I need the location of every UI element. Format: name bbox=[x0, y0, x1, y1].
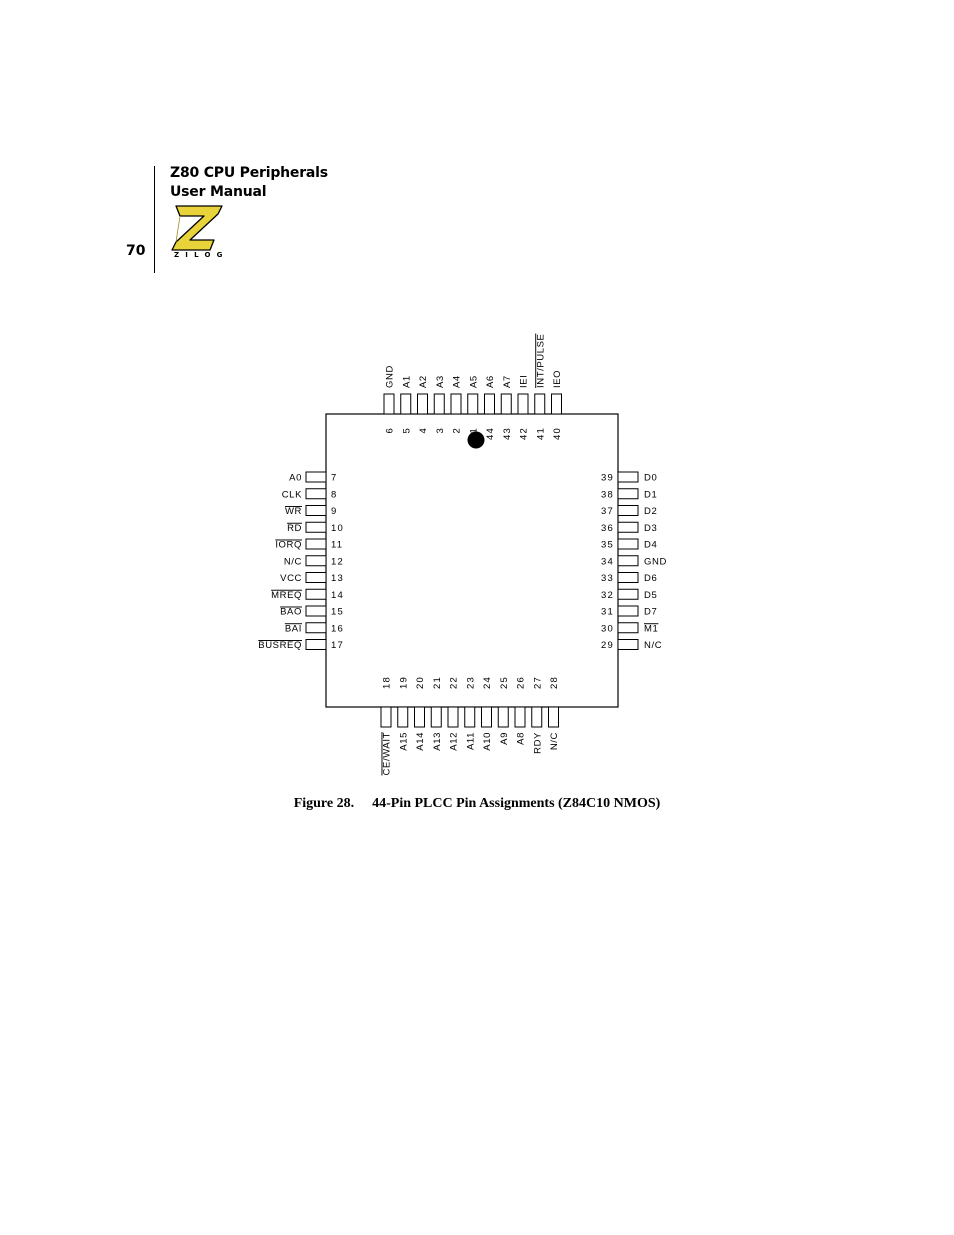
pin-label: CLK bbox=[281, 489, 302, 501]
pin-right-32 bbox=[601, 589, 657, 601]
pin-top-44 bbox=[485, 375, 497, 440]
pin-label: A12 bbox=[448, 732, 460, 751]
pin-number: 6 bbox=[384, 427, 396, 434]
pin-left-12 bbox=[284, 556, 344, 568]
pin-lead bbox=[618, 606, 638, 616]
pin-lead bbox=[482, 707, 492, 727]
pin-bottom-25 bbox=[498, 676, 510, 745]
pin-lead bbox=[618, 506, 638, 516]
logo-wordmark: ZILOG bbox=[174, 251, 229, 259]
pin-label: N/C bbox=[283, 556, 302, 568]
pin-lead bbox=[401, 394, 411, 414]
pin-number: 13 bbox=[331, 573, 344, 584]
pin-lead bbox=[549, 707, 559, 727]
pin-left-7 bbox=[289, 472, 337, 484]
pin-right-34 bbox=[601, 556, 667, 568]
pin-lead bbox=[618, 623, 638, 633]
pin-lead bbox=[618, 556, 638, 566]
pin-number: 24 bbox=[482, 676, 493, 689]
pin-number: 44 bbox=[485, 427, 496, 440]
pin-label: RDY bbox=[532, 732, 544, 754]
figure-title: 44-Pin PLCC Pin Assignments (Z84C10 NMOS) bbox=[372, 796, 661, 811]
pin-number: 2 bbox=[451, 427, 463, 434]
pin-label: A3 bbox=[434, 375, 446, 388]
pin-label: D6 bbox=[644, 573, 658, 584]
pin-label: INT/PULSE bbox=[535, 333, 547, 388]
pin-top-2 bbox=[451, 375, 463, 433]
pin-number: 25 bbox=[498, 676, 510, 689]
pin-number: 29 bbox=[601, 640, 614, 651]
pin-right-33 bbox=[601, 573, 657, 585]
pin-left-15 bbox=[280, 606, 344, 618]
pin-lead bbox=[398, 707, 408, 727]
pin-number: 40 bbox=[552, 427, 563, 440]
pin-lead bbox=[306, 640, 326, 650]
pin-label: M1 bbox=[644, 623, 659, 635]
pin-label: N/C bbox=[549, 732, 560, 751]
pin-lead bbox=[618, 522, 638, 532]
pin-top-4 bbox=[418, 375, 430, 433]
pin-right-30 bbox=[601, 623, 658, 635]
pin-lead bbox=[306, 539, 326, 549]
pin-label: A10 bbox=[482, 732, 493, 751]
pin-top-40 bbox=[552, 370, 564, 440]
pin-left-11 bbox=[275, 539, 343, 551]
pin-number: 37 bbox=[601, 506, 614, 517]
pin-number: 11 bbox=[331, 539, 344, 551]
pin-lead bbox=[306, 556, 326, 566]
pin-label: A8 bbox=[515, 732, 527, 745]
header-title-line2: User Manual bbox=[170, 184, 267, 200]
pin-right-39 bbox=[601, 472, 657, 484]
pin-number: 19 bbox=[398, 676, 410, 689]
pin-left-10 bbox=[287, 522, 344, 534]
pin-label: D0 bbox=[644, 472, 658, 484]
header-title-line1: Z80 CPU Peripherals bbox=[170, 165, 328, 181]
pin-label: D7 bbox=[644, 606, 658, 618]
pin-number: 42 bbox=[518, 427, 530, 440]
pin-lead bbox=[451, 394, 461, 414]
pin-label: A7 bbox=[501, 375, 513, 388]
pin-lead bbox=[552, 394, 562, 414]
pin-lead bbox=[418, 394, 428, 414]
pin-label: A13 bbox=[431, 732, 443, 751]
pin-lead bbox=[306, 623, 326, 633]
pin-left-16 bbox=[285, 623, 344, 635]
pin-number: 23 bbox=[465, 676, 477, 689]
pin-number: 14 bbox=[331, 589, 344, 601]
pin-bottom-22 bbox=[448, 676, 460, 751]
pin-left-13 bbox=[280, 573, 344, 585]
pin-label: N/C bbox=[644, 640, 663, 651]
pin-label: IEI bbox=[518, 374, 530, 388]
pin-number: 15 bbox=[331, 606, 344, 618]
pin-label: BUSREQ bbox=[258, 640, 302, 651]
chip-body bbox=[326, 414, 618, 707]
pin-lead bbox=[518, 394, 528, 414]
pin-label: IORQ bbox=[275, 539, 302, 551]
pin-lead bbox=[306, 606, 326, 616]
pin-label: A4 bbox=[451, 375, 463, 388]
pin-right-35 bbox=[601, 539, 657, 551]
pin-left-14 bbox=[271, 589, 344, 601]
pin-lead bbox=[618, 589, 638, 599]
pin-lead bbox=[532, 707, 542, 727]
pin-label: D4 bbox=[644, 539, 658, 551]
pin-number: 38 bbox=[601, 489, 614, 501]
pin-number: 26 bbox=[515, 676, 527, 689]
pin-lead bbox=[498, 707, 508, 727]
pin-number: 33 bbox=[601, 573, 614, 584]
pin-lead bbox=[306, 472, 326, 482]
pin-number: 8 bbox=[331, 489, 338, 501]
pin-label: D2 bbox=[644, 506, 658, 517]
pin-top-5 bbox=[401, 375, 413, 433]
pin-bottom-21 bbox=[431, 676, 443, 751]
pin-number: 3 bbox=[434, 427, 446, 434]
pin-label: RD bbox=[287, 522, 302, 534]
pin-number: 5 bbox=[401, 427, 413, 434]
pin-lead bbox=[618, 489, 638, 499]
pin-number: 1 bbox=[468, 427, 480, 434]
pin-label: A2 bbox=[418, 375, 429, 388]
pin-label: A1 bbox=[401, 375, 413, 388]
pin-lead bbox=[306, 506, 326, 516]
pin-number: 27 bbox=[532, 676, 544, 689]
pin-number: 36 bbox=[601, 522, 614, 534]
pin-label: A5 bbox=[468, 375, 480, 388]
pin-top-42 bbox=[518, 375, 530, 440]
pin-lead bbox=[501, 394, 511, 414]
pin-lead bbox=[306, 573, 326, 583]
pin-label: A6 bbox=[485, 375, 496, 388]
pin-label: VCC bbox=[280, 573, 302, 584]
pin-number: 31 bbox=[601, 606, 614, 618]
pin-top-41 bbox=[535, 334, 547, 440]
pin-bottom-24 bbox=[482, 676, 494, 751]
pin-number: 17 bbox=[331, 640, 344, 651]
pin-top-43 bbox=[501, 375, 513, 440]
figure-caption bbox=[0, 796, 954, 812]
pin-lead bbox=[384, 394, 394, 414]
pin-lead bbox=[381, 707, 391, 727]
pin-right-37 bbox=[601, 506, 657, 518]
pin-number: 10 bbox=[331, 522, 344, 534]
pin-label: D5 bbox=[644, 589, 658, 601]
pin-label: D3 bbox=[644, 522, 658, 534]
pin-bottom-20 bbox=[415, 676, 427, 751]
pin-number: 7 bbox=[331, 472, 338, 484]
pin-number: 22 bbox=[448, 676, 460, 689]
pin-lead bbox=[485, 394, 495, 414]
pin-top-6 bbox=[384, 365, 396, 433]
pin-label: GND bbox=[644, 556, 667, 568]
pin-lead bbox=[618, 539, 638, 549]
pin-bottom-23 bbox=[465, 676, 477, 750]
pin-top-3 bbox=[434, 375, 446, 433]
pin-lead bbox=[535, 394, 545, 414]
pin-number: 30 bbox=[601, 623, 614, 635]
pin-bottom-27 bbox=[532, 676, 544, 754]
pin-left-17 bbox=[258, 640, 344, 652]
pin-label: BAI bbox=[284, 623, 302, 635]
pin-label: IEO bbox=[552, 369, 563, 388]
pin-label: A0 bbox=[289, 472, 302, 484]
pin-number: 9 bbox=[331, 506, 338, 517]
pin-label: D1 bbox=[644, 489, 658, 501]
pin-number: 34 bbox=[601, 556, 614, 568]
pin-right-36 bbox=[601, 522, 657, 534]
pin-lead bbox=[306, 489, 326, 499]
pin-number: 16 bbox=[331, 623, 344, 635]
pin-left-8 bbox=[282, 489, 338, 501]
pin-top-1 bbox=[468, 375, 480, 433]
pin-lead bbox=[306, 522, 326, 532]
pin-number: 32 bbox=[601, 589, 614, 601]
pin-lead bbox=[465, 707, 475, 727]
pin-label: A14 bbox=[415, 732, 426, 751]
pin-right-31 bbox=[601, 606, 657, 618]
pin-bottom-26 bbox=[515, 676, 527, 745]
pin-label: WR bbox=[284, 506, 302, 517]
pin-number: 35 bbox=[601, 539, 614, 551]
pin-lead bbox=[415, 707, 425, 727]
pin-lead bbox=[515, 707, 525, 727]
pin-label: BAO bbox=[280, 606, 302, 618]
pin-lead bbox=[618, 573, 638, 583]
pin-label: A9 bbox=[498, 732, 510, 745]
pin-number: 18 bbox=[381, 676, 393, 689]
pin-lead bbox=[448, 707, 458, 727]
pin-number: 28 bbox=[549, 676, 560, 689]
pin-lead bbox=[618, 640, 638, 650]
pin-bottom-18 bbox=[381, 676, 393, 775]
pin-lead bbox=[306, 589, 326, 599]
pin-number: 12 bbox=[331, 556, 344, 568]
pin-number: 20 bbox=[415, 676, 426, 689]
pin-lead bbox=[618, 472, 638, 482]
pin-bottom-19 bbox=[398, 676, 410, 751]
pin-right-29 bbox=[601, 640, 662, 652]
pin-right-38 bbox=[601, 489, 657, 501]
pin-left-9 bbox=[285, 506, 338, 518]
page-number: 70 bbox=[126, 243, 146, 259]
pin-number: 43 bbox=[501, 427, 513, 440]
figure-number: Figure 28. bbox=[293, 796, 355, 811]
pin-label: A11 bbox=[465, 732, 477, 750]
pin-lead bbox=[434, 394, 444, 414]
pin-label: GND bbox=[384, 365, 396, 388]
pin-number: 41 bbox=[535, 427, 547, 440]
pin-lead bbox=[468, 394, 478, 414]
pin-label: MREQ bbox=[271, 589, 302, 601]
pin-number: 21 bbox=[431, 676, 443, 689]
pin-label: A15 bbox=[398, 732, 410, 751]
pin-lead bbox=[431, 707, 441, 727]
pin-label: CE/WAIT bbox=[381, 732, 393, 776]
pin-number: 39 bbox=[601, 472, 614, 484]
pin-bottom-28 bbox=[549, 676, 561, 750]
pin-number: 4 bbox=[418, 427, 429, 434]
